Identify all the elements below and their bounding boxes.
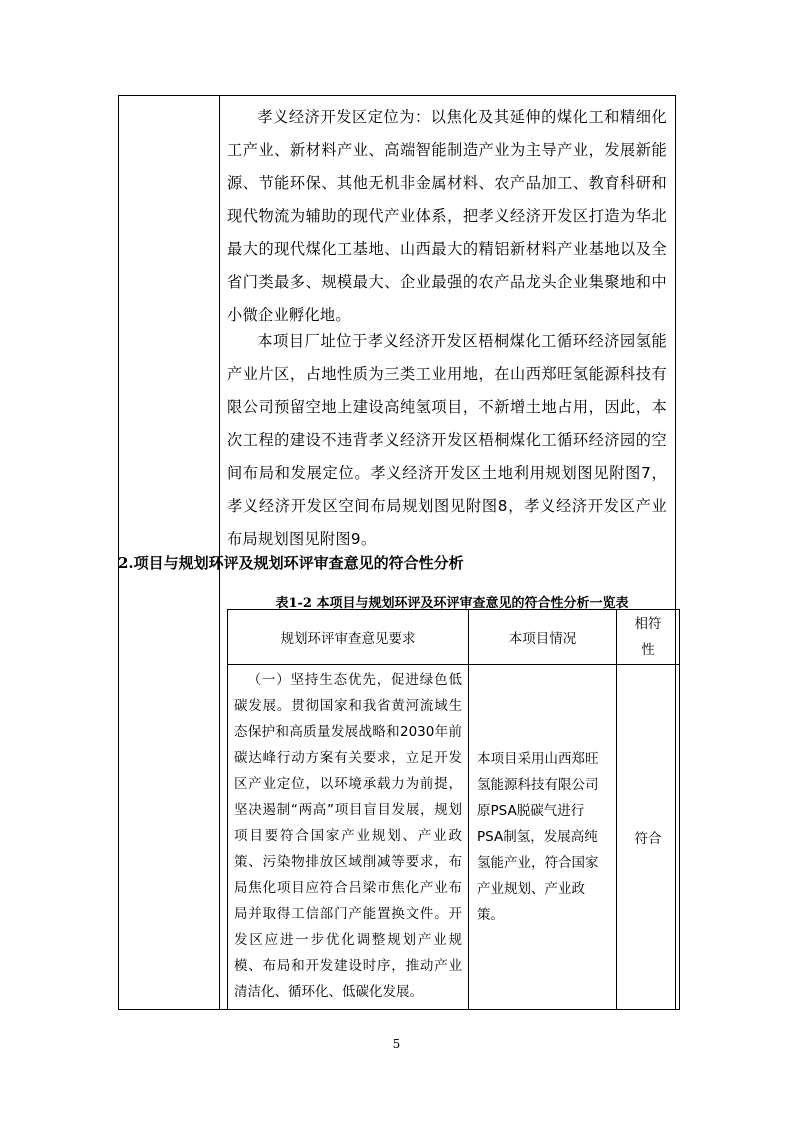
header-conformity-text: 相符性 xyxy=(634,616,662,658)
conformity-table xyxy=(227,609,680,1010)
paragraph-development-zone-positioning: 孝义经济开发区定位为：以焦化及其延伸的煤化工和精细化工产业、新材料产业、高端智能制造产业为主导产业，发展新能源、节能环保、其他无机非金属材料、农产品加工、教育科研和现代物流为辅助的现代产业体系，把孝义经济开发区打造为华北最大的现代煤化工基地、山西最大的精铝新材料产业基地以及全省门类最多、规模最大、企业最强的农产品龙头企业集聚地和中小微企业孵化地。 xyxy=(227,108,667,324)
section-heading: 2.项目与规划环评及规划环评审查意见的符合性分析 xyxy=(118,554,464,572)
page-number: 5 xyxy=(392,1037,401,1051)
table-caption: 表1-2 本项目与规划环评及环评审查意见的符合性分析一览表 xyxy=(275,596,629,611)
cell-conformity: 符合 xyxy=(617,665,680,1010)
header-situation: 本项目情况 xyxy=(469,610,617,665)
requirement-text: （一）坚持生态优先，促进绿色低碳发展。贯彻国家和我省黄河流域生态保护和高质量发展战略和2030年前碳达峰行动方案有关要求，立足开发区产业定位，以环境承载力为前提，坚决遏制“两高”项目盲目发展，规划项目要符合国家产业规划、产业政策、污染物排放区域削减等要求，布局焦化项目应符合吕梁市焦化产业布局并取得工信部门产能置换文件。开发区应进一步优化调整规划产业规模、布局和开发建设时序，推动产业清洁化、循环化、低碳化发展。 xyxy=(234,672,462,1000)
header-requirement: 规划环评审查意见要求 xyxy=(228,610,469,665)
cell-situation xyxy=(469,665,617,1010)
cell-requirement xyxy=(228,665,469,1010)
situation-text: 本项目采用山西郑旺氢能源科技有限公司原PSA脱碳气进行PSA制氢，发展高纯氢能产业，符合国家产业规划、产业政策。 xyxy=(477,751,599,923)
table-header-row xyxy=(228,610,680,665)
header-conformity xyxy=(617,610,680,665)
paragraph-project-site: 本项目厂址位于孝义经济开发区梧桐煤化工循环经济园氢能产业片区，占地性质为三类工业用地，在山西郑旺氢能源科技有限公司预留空地上建设高纯氢项目，不新增土地占用，因此，本次工程的建设不违背孝义经济开发区梧桐煤化工循环经济园的空间布局和发展定位。孝义经济开发区土地利用规划图见附图7，孝义经济开发区空间布局规划图见附图8，孝义经济开发区产业布局规划图见附图9。 xyxy=(227,332,667,548)
table-row xyxy=(228,665,680,1010)
